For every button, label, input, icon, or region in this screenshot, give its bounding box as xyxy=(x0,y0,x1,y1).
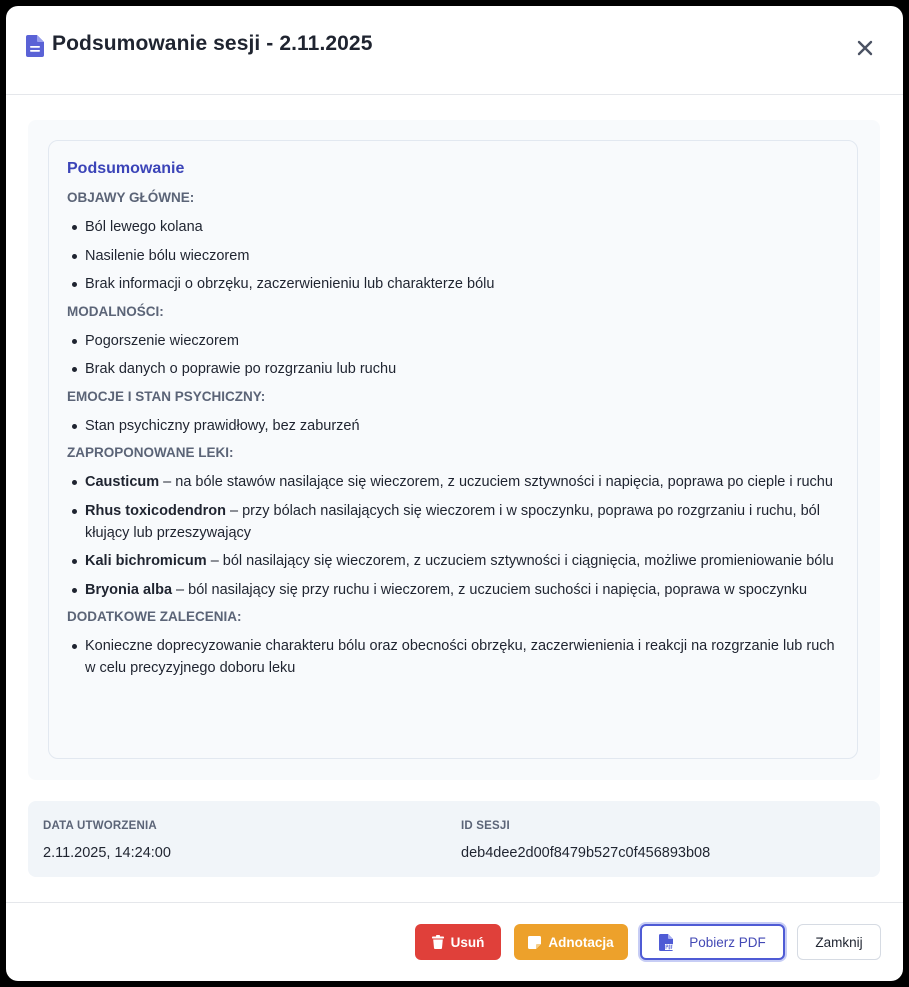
modal-title: Podsumowanie sesji - 2.11.2025 xyxy=(52,32,373,55)
section-heading: DODATKOWE ZALECENIA: xyxy=(67,609,242,624)
list-item xyxy=(85,550,839,572)
list-item-text: – ból nasilający się przy ruchu i wieczorem, z uczuciem suchości i napięcia, poprawa w spoczynku xyxy=(172,581,808,598)
section-list xyxy=(67,330,839,381)
session-id-value: deb4dee2d00f8479b527c0f456893b08 xyxy=(461,845,711,861)
summary-heading: Podsumowanie xyxy=(67,160,185,177)
section-list xyxy=(67,635,839,679)
modal-footer xyxy=(6,902,903,981)
download-pdf-label: Pobierz PDF xyxy=(689,934,766,950)
close-icon[interactable] xyxy=(855,38,875,58)
close-label: Zamknij xyxy=(815,934,863,950)
summary-container xyxy=(28,120,880,780)
section-heading: OBJAWY GŁÓWNE: xyxy=(67,190,195,205)
list-item-text: Brak danych o poprawie po rozgrzaniu lub ruchu xyxy=(85,361,397,377)
session-id-block xyxy=(461,820,710,861)
list-item xyxy=(85,273,839,295)
session-meta xyxy=(28,801,880,877)
section-list xyxy=(67,415,839,437)
list-item xyxy=(85,471,839,493)
remedy-name: Kali bichromicum xyxy=(85,553,207,569)
summary-card xyxy=(48,140,858,759)
annotation-button[interactable] xyxy=(514,924,628,960)
section-heading: ZAPROPONOWANE LEKI: xyxy=(67,445,234,460)
modal-header xyxy=(6,6,903,95)
section-heading: MODALNOŚCI: xyxy=(67,303,164,319)
list-item xyxy=(85,579,839,601)
section-list xyxy=(67,471,839,601)
list-item xyxy=(85,216,839,238)
delete-button[interactable] xyxy=(415,924,501,960)
pdf-file-icon xyxy=(659,934,673,951)
list-item-text: Ból lewego kolana xyxy=(85,219,203,235)
list-item xyxy=(85,415,839,437)
delete-label: Usuń xyxy=(450,934,485,950)
list-item xyxy=(85,245,839,267)
trash-icon xyxy=(432,935,444,949)
list-item-text: – przy bólach nasilających się wieczorem i w spoczynku, poprawa po rozgrzaniu i ruchu, ból kłujący lub przeszywający xyxy=(85,502,820,541)
document-icon xyxy=(26,35,44,57)
list-item-text: Pogorszenie wieczorem xyxy=(85,332,239,349)
list-item xyxy=(85,500,839,544)
section-heading: EMOCJE I STAN PSYCHICZNY: xyxy=(67,388,266,404)
download-pdf-button[interactable] xyxy=(640,924,785,960)
list-item-text: – ból nasilający się wieczorem, z uczuciem sztywności i ciągnięcia, możliwe promieniowanie bólu xyxy=(206,553,834,569)
close-button[interactable] xyxy=(797,924,881,960)
list-item xyxy=(85,635,839,679)
note-icon xyxy=(528,936,541,949)
list-item-text: Nasilenie bólu wieczorem xyxy=(85,247,250,264)
list-item-text: Stan psychiczny prawidłowy, bez zaburzeń xyxy=(85,417,360,434)
list-item xyxy=(85,358,839,380)
section-list xyxy=(67,216,839,295)
list-item-text: Konieczne doprecyzowanie charakteru bólu oraz obecności obrzęku, zaczerwienienia i reakcji na rozgrzanie lub ruch w celu precyzyjnego doboru leku xyxy=(85,638,835,676)
created-date-value: 2.11.2025, 14:24:00 xyxy=(43,845,171,861)
annotation-label: Adnotacja xyxy=(548,934,614,950)
remedy-name: Causticum xyxy=(85,474,160,490)
session-id-label: ID SESJI xyxy=(461,820,510,832)
created-date-block xyxy=(43,820,171,861)
session-summary-modal xyxy=(6,6,903,981)
remedy-name: Bryonia alba xyxy=(85,581,173,598)
remedy-name: Rhus toxicodendron xyxy=(85,502,226,519)
summary-sections xyxy=(67,188,839,679)
list-item-text: – na bóle stawów nasilające się wieczorem, z uczuciem sztywności i napięcia, poprawa po cieple i ruchu xyxy=(159,474,833,490)
created-date-label: DATA UTWORZENIA xyxy=(43,820,157,832)
list-item xyxy=(85,330,839,352)
list-item-text: Brak informacji o obrzęku, zaczerwienieniu lub charakterze bólu xyxy=(85,276,495,292)
